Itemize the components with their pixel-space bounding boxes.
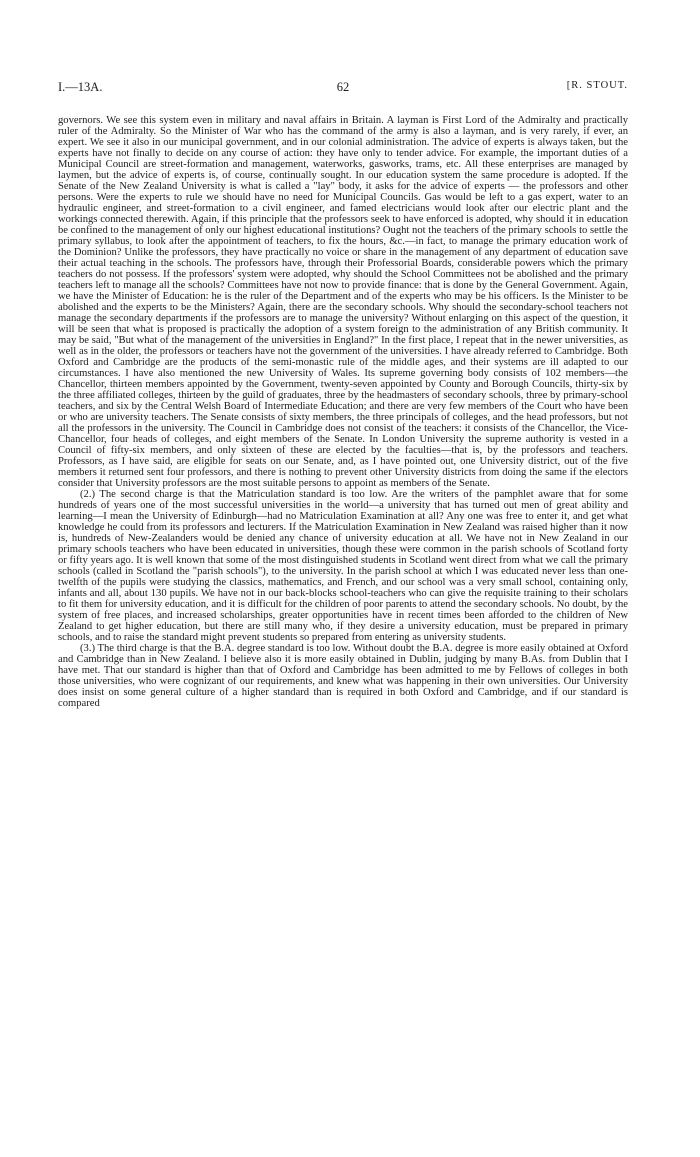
- author-running-head: [R. STOUT.: [566, 80, 628, 91]
- body-text: [58, 115, 628, 709]
- paragraph-governance: governors. We see this system even in military and naval affairs in Britain. A layman is First Lord of the Admiralty and practically ruler of the Admiralty. So the Minister of War who has the command of the army is also a layman, and is very rarely, if ever, an expert. We see it also in our municipal government, and in our colonial administration. The advice of experts is always taken, but the experts have not finally to decide on any course of action: they have only to tender advice. For example, the important duties of a Municipal Council are street-formation and management, waterworks, gasworks, trams, etc. All these enterprises are managed by laymen, but the advice of experts is, of course, continually sought. In our education system the same procedure is adopted. If the Senate of the New Zealand University is what is called a "lay" body, it asks for the advice of experts — the professors and other persons. Were the experts to rule we should have no need for Municipal Councils. Gas would be left to a gas expert, water to an hydraulic engineer, and street-formation to a civil engineer, and famed electricians would look after our electric plant and the workings connected therewith. Again, if this principle that the professors seek to have enforced is adopted, why should it in education be confined to the management of only our highest educational institutions? Ought not the teachers of the primary schools to settle the primary syllabus, to look after the appointment of teachers, to fix the hours, &c.—in fact, to manage the primary education work of the Dominion? Unlike the professors, they have practically no voice or share in the management of any department of education save their actual teaching in the schools. The professors have, through their Professorial Boards, considerable powers which the primary teachers do not possess. If the professors' system were adopted, why should the School Committees not be abolished and the primary teachers left to manage all the schools? Committees have not now to provide finance: that is done by the General Government. Again, we have the Minister of Education: he is the ruler of the Department and of the experts who may be his officers. Is the Minister to be abolished and the experts to be the Ministers? Again, there are the secondary schools. Why should the secondary-school teachers not manage the secondary departments if the professors are to manage the university? Without enlarging on this aspect of the question, it will be seen that what is proposed is practically the adoption of a system foreign to the administration of any British community. It may be said, "But what of the management of the universities in England?" In the first place, I repeat that in the newer universities, as well as in the older, the professors or teachers have not the government of the universities. I have already referred to Cambridge. Both Oxford and Cambridge are the products of the semi-monastic rule of the middle ages, and their systems are ill adapted to our circumstances. I have also mentioned the new University of Wales. Its supreme governing body consists of 102 members—the Chancellor, thirteen members appointed by the Government, twenty-seven appointed by County and Borough Councils, thirty-six by the three affiliated colleges, thirteen by the guild of graduates, three by the headmasters of secondary schools, three by primary-school teachers, and six by the Central Welsh Board of Intermediate Education; and there are very few members of the Court who have been or who are university teachers. The Senate consists of sixty members, the three principals of colleges, and the head professors, but not all the professors in the university. The Council in Cambridge does not consist of the teachers: it consists of the Chancellor, the Vice-Chancellor, four heads of colleges, and eight members of the Senate. In London University the supreme authority is vested in a Council of fifty-six members, and only sixteen of these are elected by the faculties—that is, by the professors and teachers. Professors, as I have said, are eligible for seats on our Senate, and, as I have pointed out, one University district, out of the five members it returned sent four professors, and there is nothing to prevent other University districts from doing the same if the electors consider that University professors are the most suitable persons to appoint as members of the Senate.: [58, 115, 628, 489]
- paragraph-matriculation-charge: (2.) The second charge is that the Matriculation standard is too low. Are the writers of the pamphlet aware that for some hundreds of years one of the most successful universities in the world—a university that has turned out men of great ability and learning—I mean the University of Edinburgh—had no Matriculation Examination at all? Any one was free to enter it, and get what knowledge he could from its professors and lecturers. If the Matriculation Examination in New Zealand was raised higher than it now is, hundreds of New-Zealanders would be denied any chance of university education at all. We have not in New Zealand in our primary schools teachers who have been educated in universities, though these were common in the parish schools of Scotland forty or fifty years ago. It is well known that some of the most distinguished students in Scotland went direct from what we call the primary schools (called in Scotland the "parish schools"), to the university. In the parish school at which I was educated never less than one-twelfth of the pupils were studying the classics, mathematics, and French, and our school was a very small school, containing only, infants and all, about 130 pupils. We have not in our back-blocks school-teachers who can give the requisite training to their scholars to fit them for university education, and it is difficult for the children of poor parents to attend the secondary schools. No doubt, by the system of free places, and increased scholarships, greater opportunities have in recent times been afforded to the children of New Zealand to get higher education, but there are still many who, if they desire a university education, must be prepared in primary schools, and to raise the standard might prevent students so prepared from entering as university students.: [58, 489, 628, 643]
- paragraph-ba-degree-charge: (3.) The third charge is that the B.A. degree standard is too low. Without doubt the B.A. degree is more easily obtained at Oxford and Cambridge than in New Zealand. I believe also it is more easily obtained in Dublin, judging by many B.As. from Dublin that I have met. That our standard is higher than that of Oxford and Cambridge has been admitted to me by Fellows of colleges in both those universities, who were cognizant of our requirements, and knew what was happening in their own universities. Our University does insist on some general culture of a higher standard than is required in both Oxford and Cambridge, and if our standard is compared: [58, 643, 628, 709]
- page-number: 62: [336, 80, 350, 94]
- report-reference: I.—13A.: [58, 80, 103, 94]
- document-page: [58, 80, 628, 709]
- page-header: [58, 80, 628, 100]
